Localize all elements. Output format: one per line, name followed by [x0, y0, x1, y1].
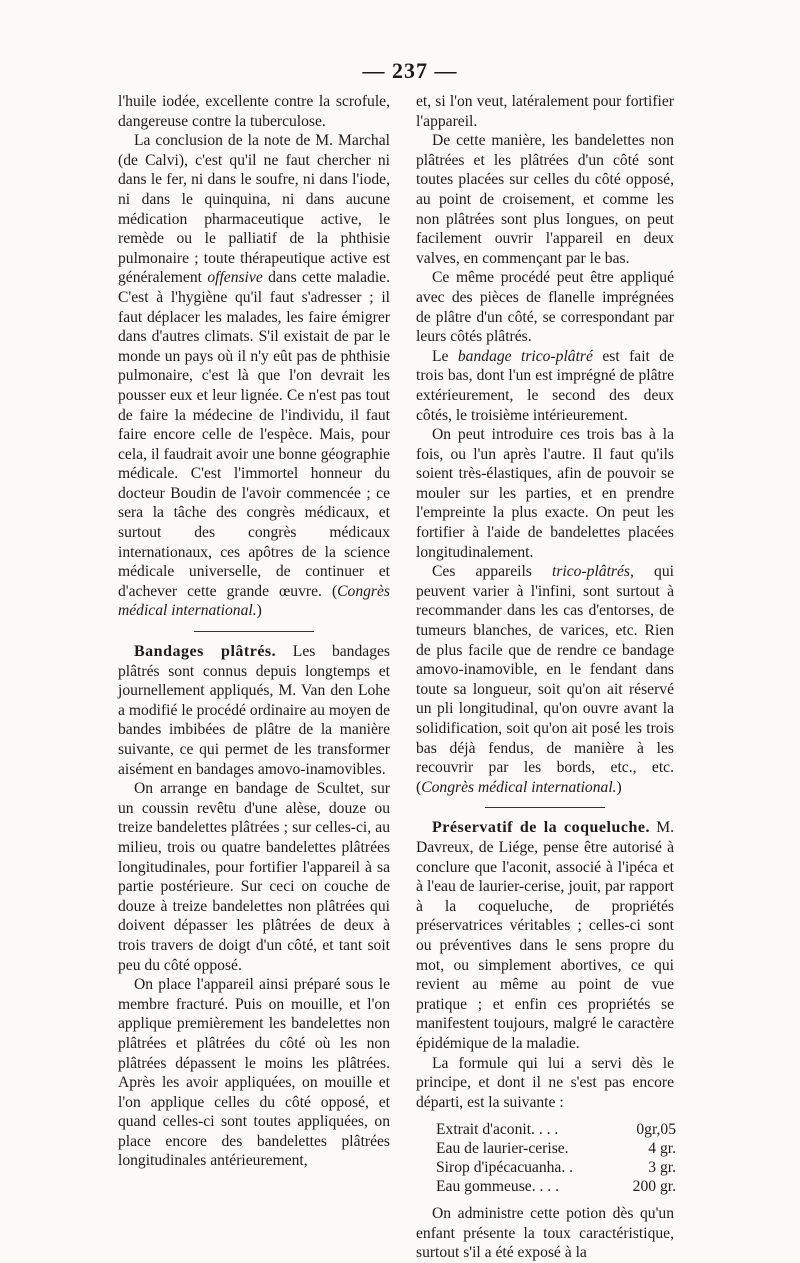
text-run: ) [256, 602, 262, 620]
recipe-item: Eau de laurier-cerise. [436, 1140, 569, 1158]
paragraph: On administre cette potion dès qu'un enfant présente la toux caractéristique, surtout s'il a été exposé à la [416, 1205, 674, 1262]
paragraph: l'huile iodée, excellente contre la scrofule, dangereuse contre la tuberculose. [118, 93, 390, 130]
paragraph [416, 347, 674, 425]
paragraph [118, 131, 390, 621]
citation: Congrès médical international. [421, 778, 617, 796]
text-run: ) [616, 778, 622, 796]
page-number: — 237 — [362, 58, 458, 83]
text-run: est fait de trois bas, dont l'un est imprégné de plâtre extérieurement, le second des deux côtés, le troisième intérieurement. [416, 347, 674, 424]
recipe-qty: 4 gr. [648, 1140, 676, 1158]
text-run: dans cette maladie. C'est à l'hygiène qu'il faut s'adresser ; il faut déplacer les malades, les faire émigrer dans d'autres climats. S'il existait de par le monde un pays où il n'y eût pas de phthisie pulmonaire, c'est là que l'on devrait les pousser eux et leur lignée. Ce n'est pas tout de faire la médecine de l'individu, il faut faire encore celle de l'espèce. Mais, pour cela, il faudrait avoir une bonne géographie médicale. C'est l'immortel honneur du docteur Boudin de l'avoir commencée ; ce sera la tâche des congrès médicaux, et surtout des congrès médicaux internationaux, ces apôtres de la science médicale universelle, de continuer et d'achever cette grande œuvre. ( [118, 269, 390, 600]
right-column [416, 92, 674, 1263]
recipe-qty: 3 gr. [648, 1159, 676, 1177]
recipe-item: Extrait d'aconit. . . . [436, 1121, 559, 1139]
section-heading: Préservatif de la coqueluche. [432, 819, 650, 837]
recipe-qty: 200 gr. [632, 1178, 676, 1196]
paragraph: et, si l'on veut, latéralement pour fortifier l'appareil. [416, 93, 674, 130]
section-divider [194, 631, 314, 632]
recipe-row [436, 1139, 676, 1158]
emphasis: trico-plâtrés [552, 563, 630, 581]
text-run: Le [432, 347, 458, 365]
text-run: Ces appareils [432, 563, 553, 581]
recipe-row [436, 1120, 676, 1139]
emphasis: offensive [207, 269, 263, 287]
paragraph: La formule qui lui a servi dès le principe, et dont il ne s'est pas encore départi, est la suivante : [416, 1054, 674, 1111]
left-column [118, 92, 390, 1171]
paragraph: De cette manière, les bandelettes non plâtrées et les plâtrées d'un côté sont toutes placées sur celles du côté opposé, au point de croisement, et comme les non plâtrées sont plus longues, on peut facilement ouvrir l'appareil en deux valves, en commençant par le bas. [416, 132, 674, 267]
paragraph: On place l'appareil ainsi préparé sous le membre fracturé. Puis on mouille, et l'on applique premièrement les bandelettes non plâtrées et plâtrées du côté où les non plâtrées dépassent le moins les plâtrées. Après les avoir appliquées, on mouille et l'on applique celles du côté opposé, et quand celles-ci sont toutes appliquées, on place encore des bandelettes plâtrées longitudinales antérieurement, [118, 976, 390, 1170]
citation: Congrès médical international. [118, 582, 390, 620]
paragraph: On arrange en bandage de Scultet, sur un coussin revêtu d'une alèse, douze ou treize bandelettes plâtrées ; sur celles-ci, au milieu, trois ou quatre bandelettes plâtrées longitudinales, pour fortifier l'appareil à sa partie postérieure. Sur ceci on couche de douze à treize bandelettes non plâtrées qui doivent dépasser les plâtrées de deux à trois travers de doigt d'un côté, et tant soit peu du côté opposé. [118, 780, 390, 974]
text-run: Les bandages plâtrés sont connus depuis longtemps et journellement appliqués, M. Van den Lohe a modifié le procédé ordinaire au moyen de bandes imbibées de plâtre de la manière suivante, ce qui permet de les transformer aisément en bandages amovo-inamovibles. [118, 643, 390, 778]
paragraph: Ce même procédé peut être appliqué avec des pièces de flanelle imprégnées de plâtre d'un côté, se correspondant par leurs côtés plâtrés. [416, 269, 674, 346]
text-run: M. Davreux, de Liége, pense être autorisé à conclure que l'aconit, associé à l'ipéca et à l'eau de laurier-cerise, jouit, par rapport à la coqueluche, de propriétés préservatrices véritables ; celles-ci sont ou préventives dans le sens propre du mot, ou simplement abortives, ce qui revient au même au point de vue pratique ; et enfin ces propriétés se manifestent toujours, malgré le caractère épidémique de la maladie. [416, 819, 674, 1052]
section-divider [485, 807, 605, 808]
section-heading: Bandages plâtrés. [134, 643, 277, 661]
recipe-table [436, 1120, 676, 1196]
paragraph: On peut introduire ces trois bas à la fois, ou l'un après l'autre. Il faut qu'ils soient très-élastiques, afin de pouvoir se mouler sur les parties, et en prendre l'empreinte la plus exacte. On peut les fortifier à l'aide de bandelettes placées longitudinalement. [416, 426, 674, 561]
recipe-item: Sirop d'ipécacuanha. . [436, 1159, 574, 1177]
recipe-row [436, 1158, 676, 1177]
text-run: , qui peuvent varier à l'infini, sont surtout à recommander dans les cas d'entorses, de tumeurs blanches, de varices, etc. Rien de plus facile que de rendre ce bandage amovo-inamovible, en le fendant dans toute sa longueur, soit qu'on ait réservé un pli longitudinal, qu'on ouvre avant la solidification, soit qu'on ait posé les trois bas déjà fendus, de manière à les recouvrir par les bords, etc., etc. ( [416, 563, 674, 796]
text-run: La conclusion de la note de M. Marchal (de Calvi), c'est qu'il ne faut chercher ni dans le fer, ni dans le soufre, ni dans l'iode, ni dans le quinquina, ni dans aucune médication pharmaceutique active, le remède ou le palliatif de la phthisie pulmonaire ; toute thérapeutique active est généralement [118, 132, 390, 287]
recipe-row [436, 1177, 676, 1196]
paragraph [118, 642, 390, 779]
emphasis: bandage trico-plâtré [457, 347, 593, 365]
recipe-item: Eau gommeuse. . . . [436, 1178, 559, 1196]
paragraph [416, 562, 674, 797]
paragraph [416, 818, 674, 1053]
recipe-qty: 0gr,05 [636, 1121, 676, 1139]
